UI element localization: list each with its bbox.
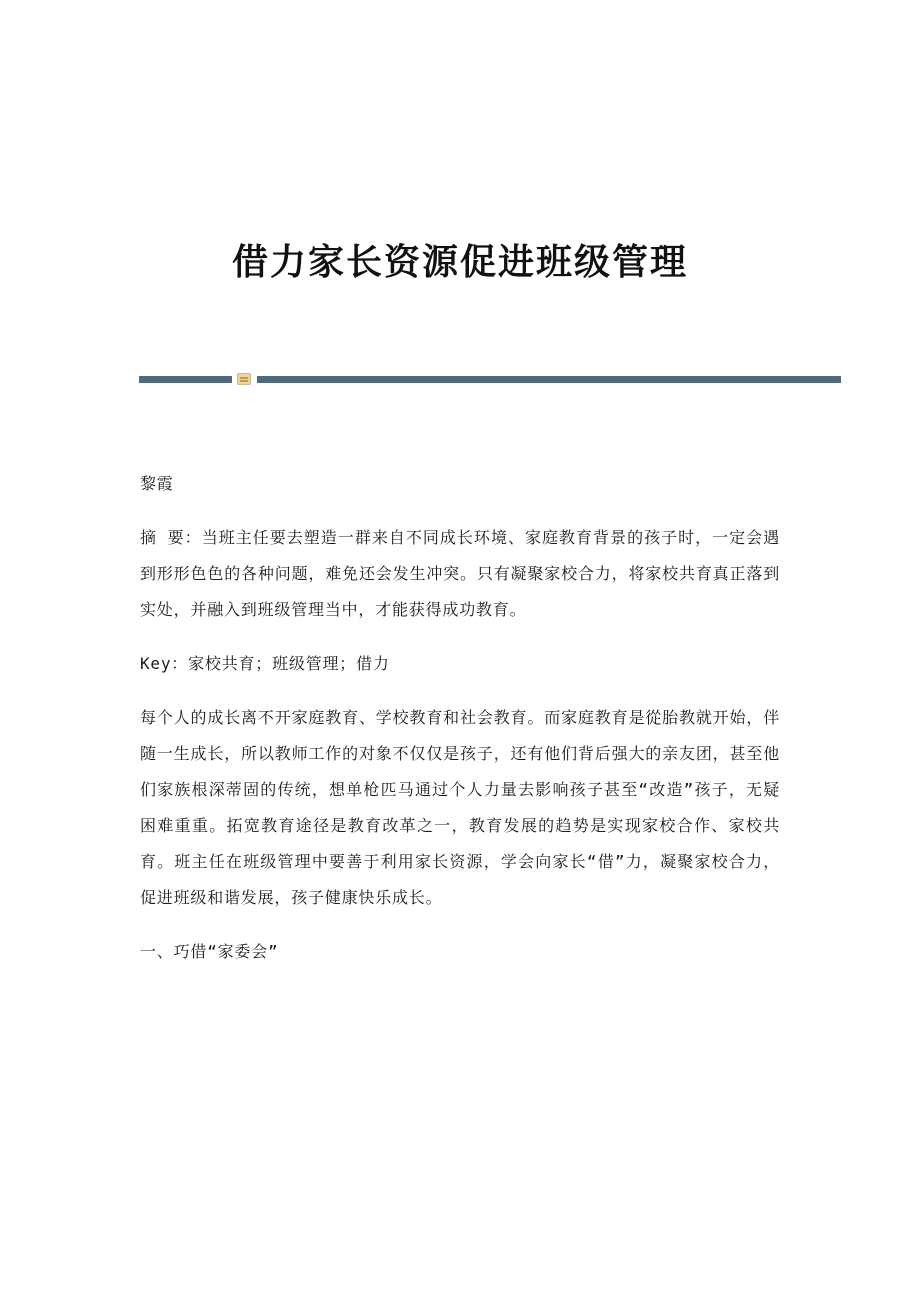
keywords-line: Key：家校共育；班级管理；借力 <box>140 654 390 673</box>
divider-bar-left <box>139 376 232 383</box>
divider-bar-right <box>257 376 841 383</box>
abstract-paragraph: 摘 要：当班主任要去塑造一群来自不同成长环境、家庭教育背景的孩子时，一定会遇到形形色色的各种问题，难免还会发生冲突。只有凝聚家校合力，将家校共育真正落到实处，并融入到班级管理当中，才能获得成功教育。 <box>140 528 780 619</box>
author-name: 黎霞 <box>140 474 174 493</box>
divider-emblem-icon <box>237 373 251 385</box>
body-paragraph: 每个人的成长离不开家庭教育、学校教育和社会教育。而家庭教育是從胎教就开始，伴随一生成长，所以教师工作的对象不仅仅是孩子，还有他们背后强大的亲友团，甚至他们家族根深蒂固的传统，想单枪匹马通过个人力量去影响孩子甚至“改造”孩子，无疑困难重重。拓宽教育途径是教育改革之一，教育发展的趋势是实现家校合作、家校共育。班主任在班级管理中要善于利用家长资源，学会向家长“借”力，凝聚家校合力，促进班级和谐发展，孩子健康快乐成长。 <box>140 708 780 907</box>
document-body <box>140 466 780 988</box>
document-title: 借力家长资源促进班级管理 <box>231 241 688 284</box>
title-divider <box>139 372 841 386</box>
section-heading: 一、巧借“家委会” <box>140 942 279 961</box>
